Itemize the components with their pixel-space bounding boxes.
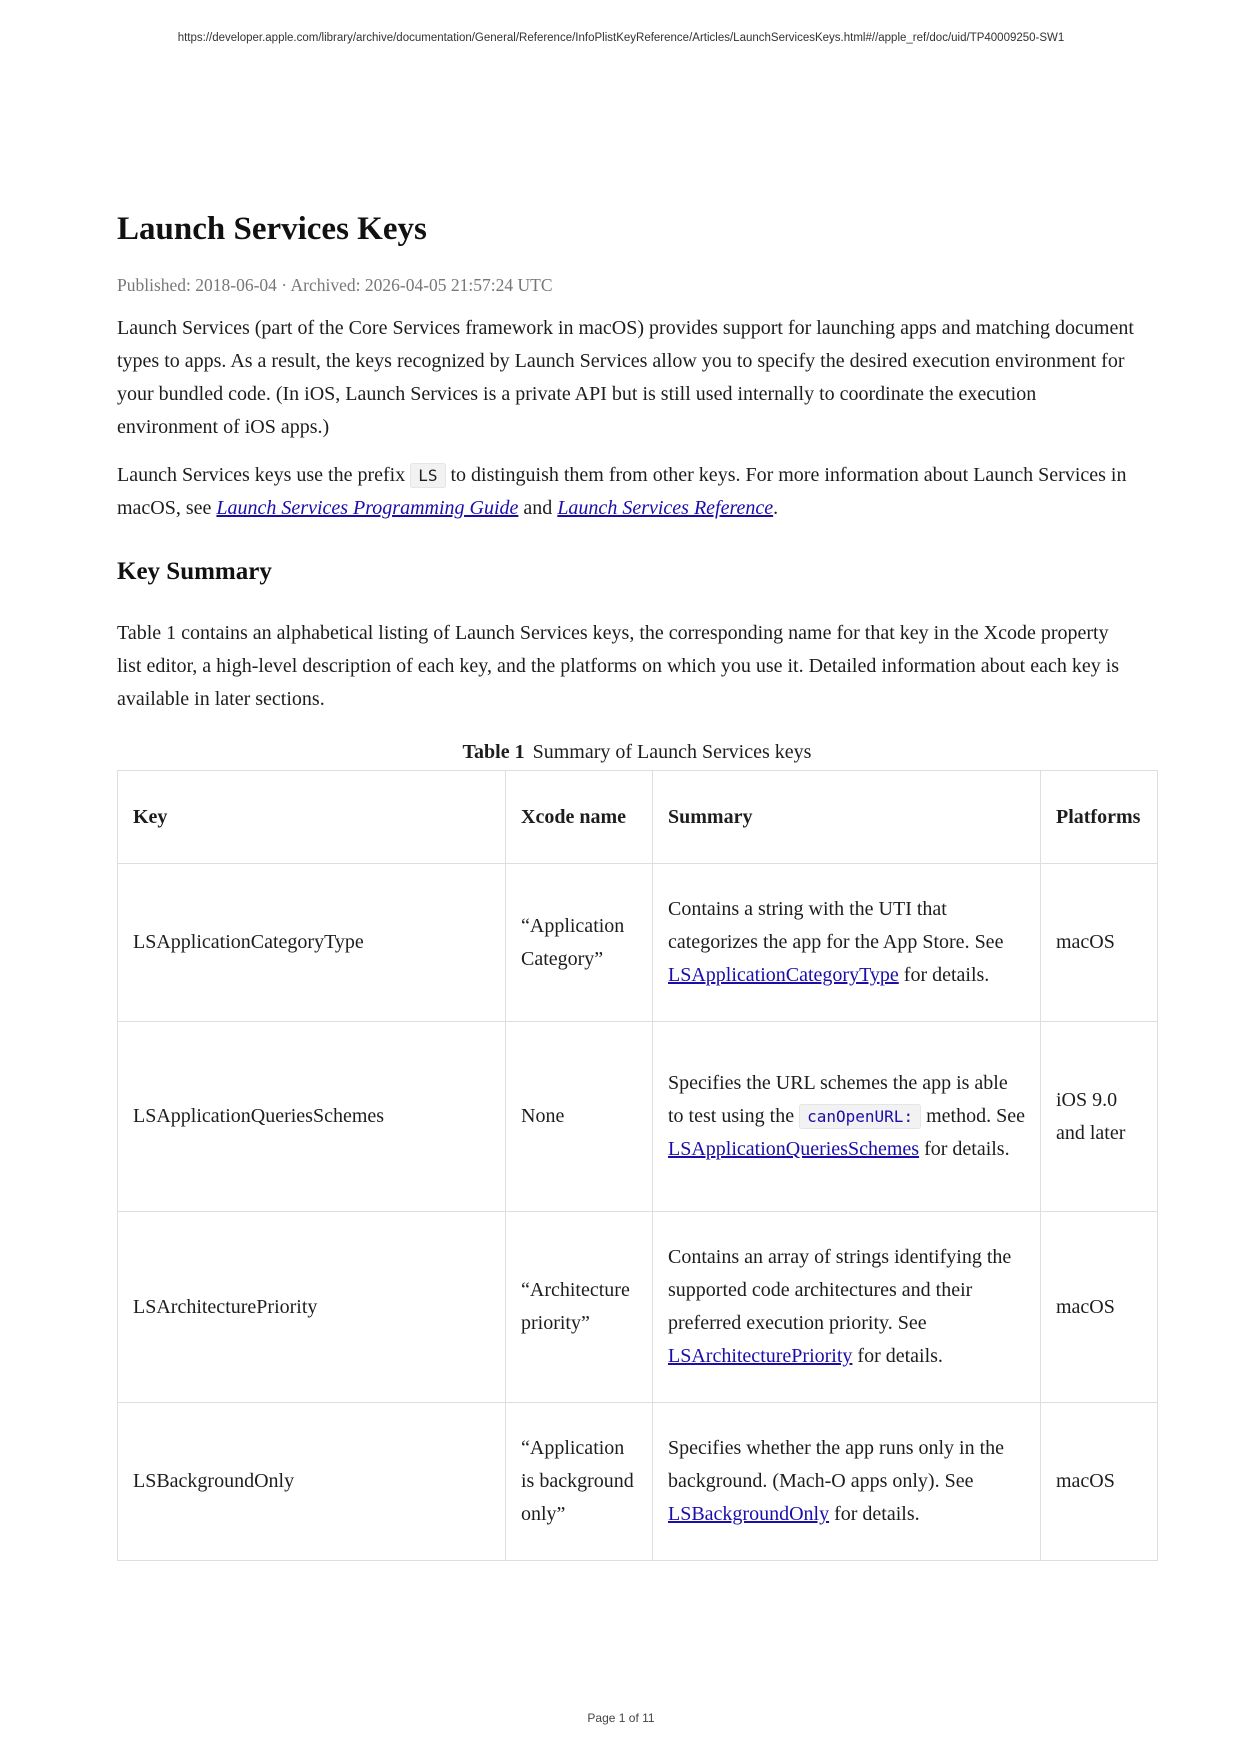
cell-platforms: macOS [1041, 1403, 1158, 1561]
cell-key: LSApplicationQueriesSchemes [118, 1022, 506, 1212]
prefix-text-cont: to distinguish them from other keys. For more information about Launch Services in macOS, see [117, 464, 1127, 519]
table-caption-text: Summary of Launch Services keys [532, 741, 812, 763]
key-detail-link[interactable]: LSBackgroundOnly [668, 1503, 830, 1525]
page-number-footer: Page 1 of 11 [587, 1711, 655, 1725]
summary-paragraph: Table 1 contains an alphabetical listing of Launch Services keys, the corresponding name for that key in the Xcode property list editor, a high-level description of each key, and the platforms on which you use it. Detailed information about each key is available in later sections. [117, 622, 1120, 710]
table-caption-number: Table 1 [462, 741, 525, 763]
article-content [117, 208, 1157, 1561]
summary-text-end: for details. [919, 1138, 1010, 1160]
key-detail-link[interactable]: LSApplicationCategoryType [668, 964, 899, 986]
cell-platforms: macOS [1041, 1212, 1158, 1403]
cell-summary [653, 1022, 1041, 1212]
intro-paragraph: Launch Services (part of the Core Services framework in macOS) provides support for launching apps and matching document types to apps. As a result, the keys recognized by Launch Services allow you to specify the desired execution environment for your bundled code. (In iOS, Launch Services is a private API but is still used internally to coordinate the execution environment of iOS apps.) [117, 317, 1134, 438]
table-row [118, 1403, 1158, 1561]
page-title: Launch Services Keys [117, 211, 427, 247]
services-reference-link[interactable]: Launch Services Reference [557, 497, 774, 519]
prefix-text: Launch Services keys use the prefix [117, 464, 411, 486]
cell-summary [653, 1212, 1041, 1403]
period-text: . [773, 497, 779, 519]
header-platforms: Platforms [1041, 771, 1158, 864]
cell-key: LSApplicationCategoryType [118, 864, 506, 1022]
header-summary: Summary [653, 771, 1041, 864]
prefix-paragraph [117, 459, 1137, 525]
publish-meta: Published: 2018-06-04 · Archived: 2026-04-05 21:57:24 UTC [117, 275, 553, 295]
cell-platforms: iOS 9.0 and later [1041, 1022, 1158, 1212]
key-detail-link[interactable]: LSArchitecturePriority [668, 1345, 853, 1367]
and-text: and [518, 497, 558, 519]
cell-key: LSArchitecturePriority [118, 1212, 506, 1403]
header-key: Key [118, 771, 506, 864]
ls-prefix-code: LS [410, 463, 445, 488]
cell-summary [653, 864, 1041, 1022]
page-url-header: https://developer.apple.com/library/archive/documentation/General/Reference/InfoPlistKeyReference/Articles/LaunchServicesKeys.html#//apple_ref/doc/uid/TP40009250-SW1 [177, 32, 1065, 44]
programming-guide-link[interactable]: Launch Services Programming Guide [216, 497, 519, 519]
summary-text: Specifies the URL schemes the app is able to test using the [668, 1072, 1008, 1127]
table-row [118, 864, 1158, 1022]
summary-text-mid: method. See [921, 1105, 1025, 1127]
header-xcode-name: Xcode name [506, 771, 653, 864]
key-summary-heading: Key Summary [117, 558, 272, 585]
launch-services-keys-table [117, 770, 1158, 1561]
table-row [118, 1212, 1158, 1403]
cell-platforms: macOS [1041, 864, 1158, 1022]
cell-xcode-name: None [506, 1022, 653, 1212]
summary-text-end: for details. [898, 964, 990, 986]
summary-text-end: for details. [829, 1503, 920, 1525]
canopenurl-code: canOpenURL: [799, 1104, 921, 1129]
cell-key: LSBackgroundOnly [118, 1403, 506, 1561]
summary-text: Contains an array of strings identifying the supported code architectures and their preferred execution priority. See [668, 1246, 1012, 1334]
table-caption [117, 738, 1157, 766]
table-header-row [118, 771, 1158, 864]
cell-xcode-name: “Application Category” [506, 864, 653, 1022]
cell-summary [653, 1403, 1041, 1561]
cell-xcode-name: “Application is background only” [506, 1403, 653, 1561]
summary-text-end: for details. [852, 1345, 943, 1367]
cell-xcode-name: “Architecture priority” [506, 1212, 653, 1403]
key-detail-link[interactable]: LSApplicationQueriesSchemes [668, 1138, 920, 1160]
table-row [118, 1022, 1158, 1212]
summary-text: Specifies whether the app runs only in the background. (Mach-O apps only). See [668, 1437, 1005, 1492]
summary-text: Contains a string with the UTI that categorizes the app for the App Store. See [668, 898, 1004, 953]
